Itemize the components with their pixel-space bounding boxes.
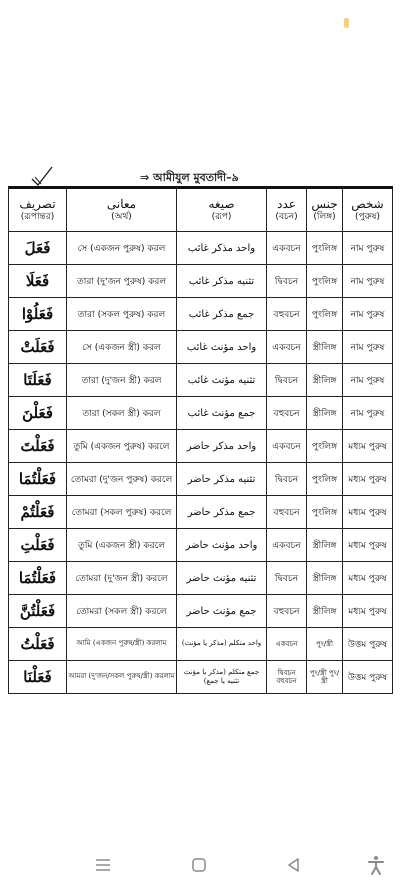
meaning-cell: তোমরা (সকল স্ত্রী) করলে bbox=[67, 595, 177, 628]
sigha-cell: تثنيه مذكر غائب bbox=[177, 265, 267, 298]
table-row bbox=[9, 529, 393, 562]
meaning-cell: তারা (দু'জন স্ত্রী) করল bbox=[67, 364, 177, 397]
gender-cell: স্ত্রীলিঙ্গ bbox=[307, 331, 343, 364]
accessibility-button[interactable] bbox=[363, 852, 389, 878]
conjugated-form-cell: فَعَلَتْ bbox=[9, 331, 67, 364]
gender-cell: স্ত্রীলিঙ্গ bbox=[307, 595, 343, 628]
column-header bbox=[307, 188, 343, 232]
person-cell: নাম পুরুষ bbox=[343, 364, 393, 397]
conjugated-form-cell: فَعَلْتُنَّ bbox=[9, 595, 67, 628]
gender-cell: স্ত্রীলিঙ্গ bbox=[307, 397, 343, 430]
number-cell: বহুবচন bbox=[267, 496, 307, 529]
meaning-cell: সে (একজন পুরুষ) করল bbox=[67, 232, 177, 265]
number-cell: একবচন bbox=[267, 331, 307, 364]
column-header-bengali: (রূপ) bbox=[211, 211, 232, 222]
meaning-cell: তারা (সকল স্ত্রী) করল bbox=[67, 397, 177, 430]
notification-dot bbox=[344, 18, 349, 28]
table-row bbox=[9, 298, 393, 331]
table-row bbox=[9, 562, 393, 595]
meaning-cell: তোমরা (দু'জন পুরুষ) করলে bbox=[67, 463, 177, 496]
column-header bbox=[67, 188, 177, 232]
gender-cell: পুংলিঙ্গ bbox=[307, 298, 343, 331]
number-cell: বহুবচন bbox=[267, 595, 307, 628]
android-nav-bar bbox=[0, 840, 400, 889]
sigha-cell: واحد مذكر حاضر bbox=[177, 430, 267, 463]
column-header-bengali: (বচন) bbox=[275, 211, 298, 222]
conjugated-form-cell: فَعَلْتُ bbox=[9, 628, 67, 661]
sigha-cell: واحد متكلم (مذكر يا مؤنث) bbox=[177, 628, 267, 661]
person-cell: নাম পুরুষ bbox=[343, 232, 393, 265]
table-row bbox=[9, 595, 393, 628]
number-cell: বহুবচন bbox=[267, 298, 307, 331]
gender-cell: পুং/স্ত্রী পুং/স্ত্রী bbox=[307, 661, 343, 694]
person-cell: নাম পুরুষ bbox=[343, 331, 393, 364]
meaning-cell: তারা (দু'জন পুরুষ) করল bbox=[67, 265, 177, 298]
sigha-cell: تثنيه مذكر حاضر bbox=[177, 463, 267, 496]
column-header bbox=[343, 188, 393, 232]
column-header bbox=[177, 188, 267, 232]
column-header-arabic: معانی bbox=[106, 196, 137, 211]
meaning-cell: তুমি (একজন স্ত্রী) করলে bbox=[67, 529, 177, 562]
table-row bbox=[9, 265, 393, 298]
person-cell: মধ্যম পুরুষ bbox=[343, 562, 393, 595]
menu-lines-icon bbox=[94, 857, 112, 873]
number-cell: দ্বিবচন bbox=[267, 562, 307, 595]
table-row bbox=[9, 232, 393, 265]
person-cell: উত্তম পুরুষ bbox=[343, 661, 393, 694]
number-cell: দ্বিবচন বহুবচন bbox=[267, 661, 307, 694]
gender-cell: পুং/স্ত্রী bbox=[307, 628, 343, 661]
conjugated-form-cell: فَعَلْتُمَا bbox=[9, 562, 67, 595]
accessibility-person-icon bbox=[367, 855, 385, 875]
conjugated-form-cell: فَعَلْنَ bbox=[9, 397, 67, 430]
table-row bbox=[9, 496, 393, 529]
gender-cell: পুংলিঙ্গ bbox=[307, 430, 343, 463]
conjugated-form-cell: فَعَلَا bbox=[9, 265, 67, 298]
table-row bbox=[9, 397, 393, 430]
table-header-row bbox=[9, 188, 393, 232]
conjugated-form-cell: فَعَلَتَا bbox=[9, 364, 67, 397]
number-cell: বহুবচন bbox=[267, 397, 307, 430]
gender-cell: পুংলিঙ্গ bbox=[307, 463, 343, 496]
triangle-back-icon bbox=[285, 856, 303, 874]
column-header-bengali: (লিঙ্গ) bbox=[313, 211, 336, 222]
column-header-arabic: تصریف bbox=[19, 196, 56, 211]
conjugated-form-cell: فَعَلْتَ bbox=[9, 430, 67, 463]
column-header-arabic: شخص bbox=[351, 196, 384, 211]
sigha-cell: جمع مؤنث غائب bbox=[177, 397, 267, 430]
column-header-arabic: عدد bbox=[277, 196, 296, 211]
table-row bbox=[9, 364, 393, 397]
column-header-bengali: (অর্থ) bbox=[111, 211, 132, 222]
sigha-cell: تثنيه مؤنث غائب bbox=[177, 364, 267, 397]
column-header-arabic: صیغه bbox=[208, 196, 235, 211]
meaning-cell: তারা (সকল পুরুষ) করল bbox=[67, 298, 177, 331]
conjugated-form-cell: فَعَلْتُمَا bbox=[9, 463, 67, 496]
column-header bbox=[9, 188, 67, 232]
table-body bbox=[9, 232, 393, 694]
gender-cell: স্ত্রীলিঙ্গ bbox=[307, 529, 343, 562]
number-cell: দ্বিবচন bbox=[267, 364, 307, 397]
gender-cell: পুংলিঙ্গ bbox=[307, 265, 343, 298]
person-cell: উত্তম পুরুষ bbox=[343, 628, 393, 661]
home-button[interactable] bbox=[186, 852, 212, 878]
number-cell: দ্বিবচন bbox=[267, 463, 307, 496]
column-header bbox=[267, 188, 307, 232]
conjugation-table bbox=[8, 186, 393, 694]
table-row bbox=[9, 463, 393, 496]
number-cell: একবচন bbox=[267, 628, 307, 661]
gender-cell: পুংলিঙ্গ bbox=[307, 232, 343, 265]
meaning-cell: তোমরা (সকল পুরুষ) করলে bbox=[67, 496, 177, 529]
sigha-cell: جمع مؤنث حاضر bbox=[177, 595, 267, 628]
number-cell: একবচন bbox=[267, 529, 307, 562]
number-cell: দ্বিবচন bbox=[267, 265, 307, 298]
meaning-cell: সে (একজন স্ত্রী) করল bbox=[67, 331, 177, 364]
person-cell: নাম পুরুষ bbox=[343, 298, 393, 331]
recent-apps-button[interactable] bbox=[90, 852, 116, 878]
back-button[interactable] bbox=[281, 852, 307, 878]
sigha-cell: جمع متكلم (مذكر يا مؤنث تثنيه يا جمع) bbox=[177, 661, 267, 694]
number-cell: একবচন bbox=[267, 430, 307, 463]
person-cell: মধ্যম পুরুষ bbox=[343, 595, 393, 628]
gender-cell: স্ত্রীলিঙ্গ bbox=[307, 364, 343, 397]
person-cell: মধ্যম পুরুষ bbox=[343, 496, 393, 529]
person-cell: মধ্যম পুরুষ bbox=[343, 529, 393, 562]
page-header-text: ⇒ আমীযুল মুবতাদী–৯ bbox=[140, 171, 239, 184]
table-row bbox=[9, 331, 393, 364]
conjugation-table-wrapper bbox=[8, 186, 392, 694]
meaning-cell: আমি (একজন পুরুষ/স্ত্রী) করলাম bbox=[67, 628, 177, 661]
table-row bbox=[9, 661, 393, 694]
sigha-cell: جمع مذكر حاضر bbox=[177, 496, 267, 529]
sigha-cell: تثنيه مؤنث حاضر bbox=[177, 562, 267, 595]
table-row bbox=[9, 628, 393, 661]
sigha-cell: جمع مذكر غائب bbox=[177, 298, 267, 331]
square-icon bbox=[190, 856, 208, 874]
handwritten-tick-icon bbox=[30, 165, 54, 187]
table-row bbox=[9, 430, 393, 463]
column-header-bengali: (পুরুষ) bbox=[355, 211, 380, 222]
gender-cell: পুংলিঙ্গ bbox=[307, 496, 343, 529]
number-cell: একবচন bbox=[267, 232, 307, 265]
conjugated-form-cell: فَعَلْتِ bbox=[9, 529, 67, 562]
person-cell: নাম পুরুষ bbox=[343, 265, 393, 298]
sigha-cell: واحد مؤنث حاضر bbox=[177, 529, 267, 562]
conjugated-form-cell: فَعَلْتُمْ bbox=[9, 496, 67, 529]
meaning-cell: তোমরা (দু'জন স্ত্রী) করলে bbox=[67, 562, 177, 595]
column-header-arabic: جنس bbox=[311, 196, 338, 211]
meaning-cell: তুমি (একজন পুরুষ) করলে bbox=[67, 430, 177, 463]
conjugated-form-cell: فَعَلْنَا bbox=[9, 661, 67, 694]
person-cell: মধ্যম পুরুষ bbox=[343, 463, 393, 496]
meaning-cell: আমরা (দু'জন/সকল পুরুষ/স্ত্রী) করলাম bbox=[67, 661, 177, 694]
conjugated-form-cell: فَعَلَ bbox=[9, 232, 67, 265]
sigha-cell: واحد مذكر غائب bbox=[177, 232, 267, 265]
column-header-bengali: (রূপান্তর) bbox=[20, 211, 55, 222]
person-cell: নাম পুরুষ bbox=[343, 397, 393, 430]
person-cell: মধ্যম পুরুষ bbox=[343, 430, 393, 463]
gender-cell: স্ত্রীলিঙ্গ bbox=[307, 562, 343, 595]
conjugated-form-cell: فَعَلُوْا bbox=[9, 298, 67, 331]
sigha-cell: واحد مؤنث غائب bbox=[177, 331, 267, 364]
